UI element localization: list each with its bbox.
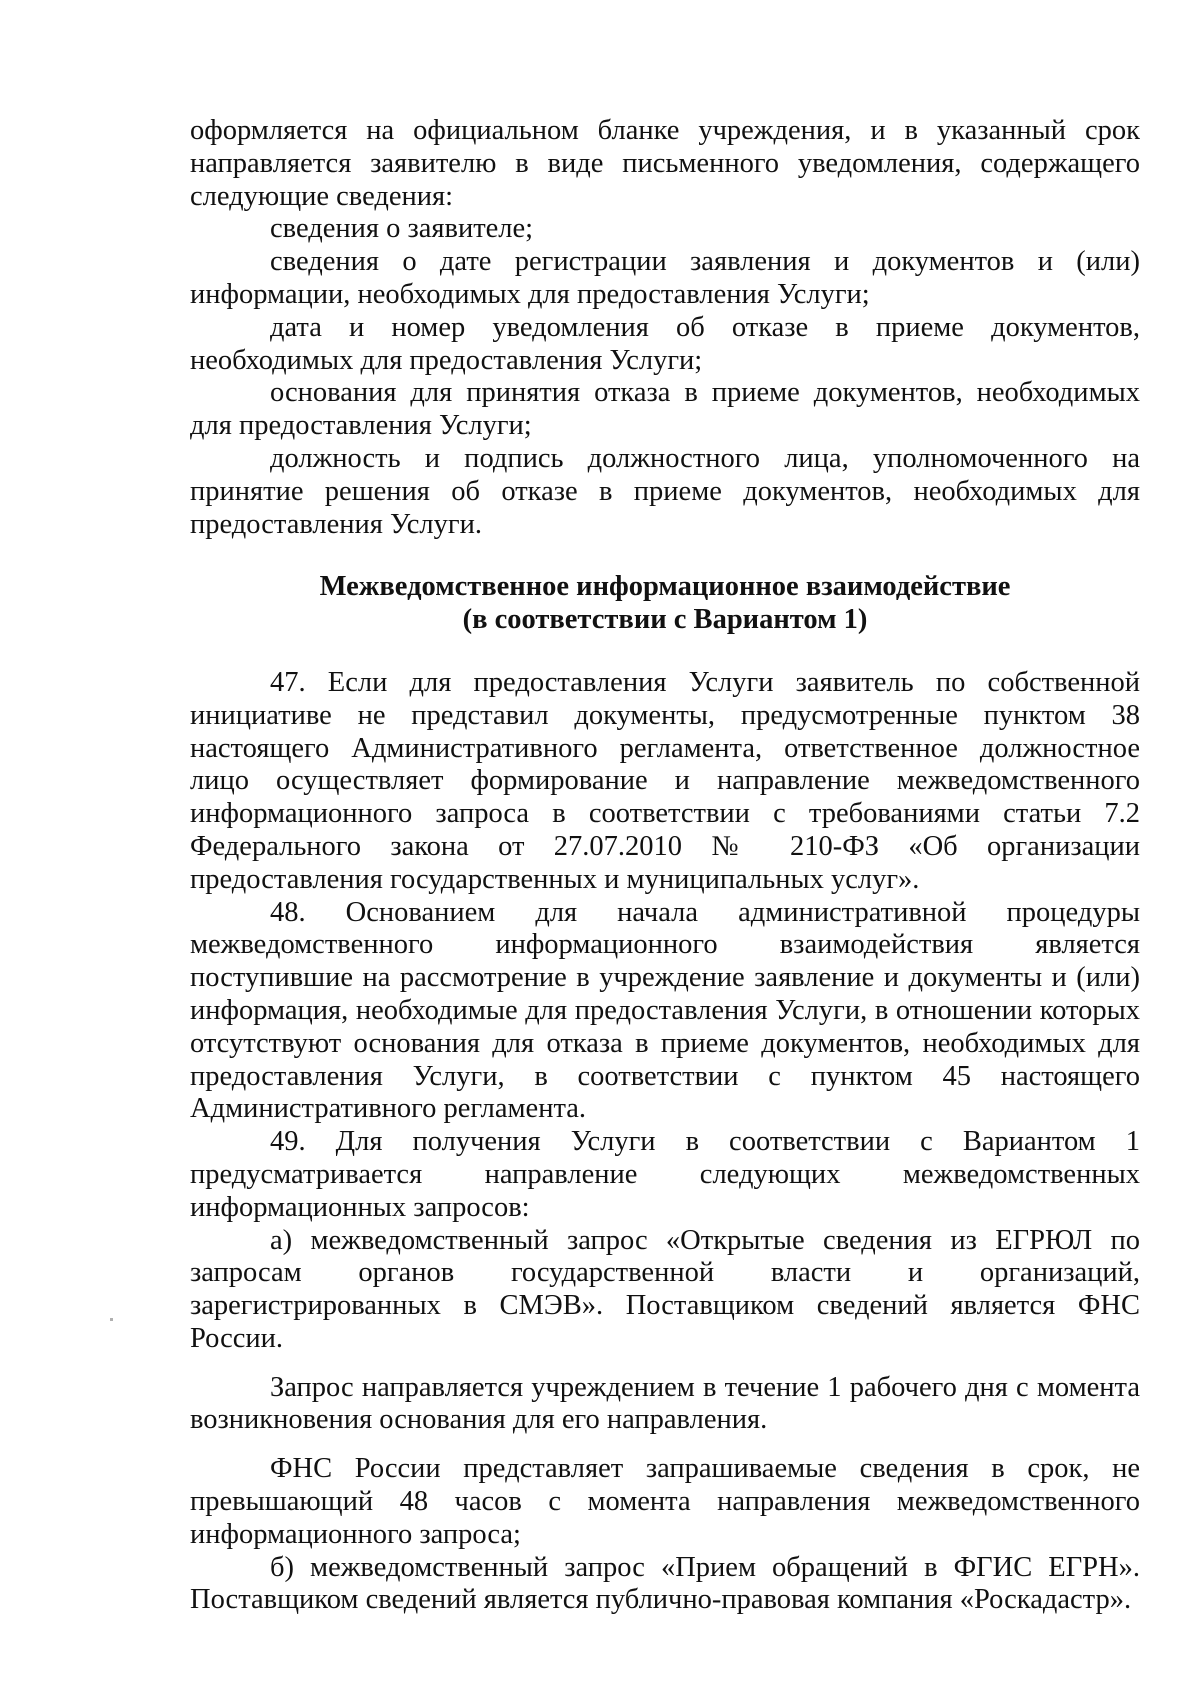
paragraph-49b: б) межведомственный запрос «Прием обращений в ФГИС ЕГРН». Поставщиком сведений является публично-правовая компания «Роскадастр».	[190, 1551, 1140, 1616]
paragraph-49a: а) межведомственный запрос «Открытые сведения из ЕГРЮЛ по запросам органов государственной власти и организаций, зарегистрированных в СМЭВ». Поставщиком сведений является ФНС России.	[190, 1224, 1140, 1354]
request-paragraph: Запрос направляется учреждением в течение 1 рабочего дня с момента возникновения основания для его направления.	[190, 1371, 1140, 1436]
section-heading	[190, 571, 1140, 637]
list-item: сведения о заявителе;	[270, 213, 534, 245]
list-item: дата и номер уведомления об отказе в приеме документов, необходимых для предоставления Услуги;	[190, 311, 1140, 376]
section-heading-line2: (в соответствии с Вариантом 1)	[462, 604, 868, 636]
request-paragraph: ФНС России представляет запрашиваемые сведения в срок, не превышающий 48 часов с момента направления межведомственного информационного запроса;	[190, 1453, 1140, 1550]
spacer	[190, 1356, 1140, 1372]
intro-paragraph: оформляется на официальном бланке учреждения, и в указанный срок направляется заявителю в виде письменного уведомления, содержащего следующие сведения:	[190, 115, 1140, 212]
document-body	[190, 115, 1140, 1617]
paragraph-48: 48. Основанием для начала административной процедуры межведомственного информационного взаимодействия является поступившие на рассмотрение в учреждение заявление и документы и (или) информация, необходимые для предоставления Услуги, в отношении которых отсутствуют основания для отказа в приеме документов, необходимых для предоставления Услуги, в соответствии с пунктом 45 настоящего Административного регламента.	[190, 896, 1140, 1125]
list-item: должность и подпись должностного лица, уполномоченного на принятие решения об отказе в приеме документов, необходимых для предоставления Услуги.	[190, 442, 1140, 540]
list-item: основания для принятия отказа в приеме документов, необходимых для предоставления Услуги;	[190, 377, 1140, 442]
list-item: сведения о дате регистрации заявления и документов и (или) информации, необходимых для предоставления Услуги;	[190, 246, 1140, 310]
paragraph-47: 47. Если для предоставления Услуги заявитель по собственной инициативе не представил документы, предусмотренные пунктом 38 настоящего Административного регламента, ответственное должностное лицо осуществляет формирование и направление межведомственного информационного запроса в соответствии с требованиями статьи 7.2 Федерального закона от 27.07.2010 № 210-ФЗ «Об организации предоставления государственных и муниципальных услуг».	[190, 666, 1140, 895]
paragraph-49: 49. Для получения Услуги в соответствии с Вариантом 1 предусматривается направление следующих межведомственных информационных запросов:	[190, 1126, 1140, 1223]
section-heading-line1: Межведомственное информационное взаимодействие	[319, 571, 1011, 603]
spacer	[190, 1437, 1140, 1453]
scan-mark	[110, 1318, 113, 1321]
